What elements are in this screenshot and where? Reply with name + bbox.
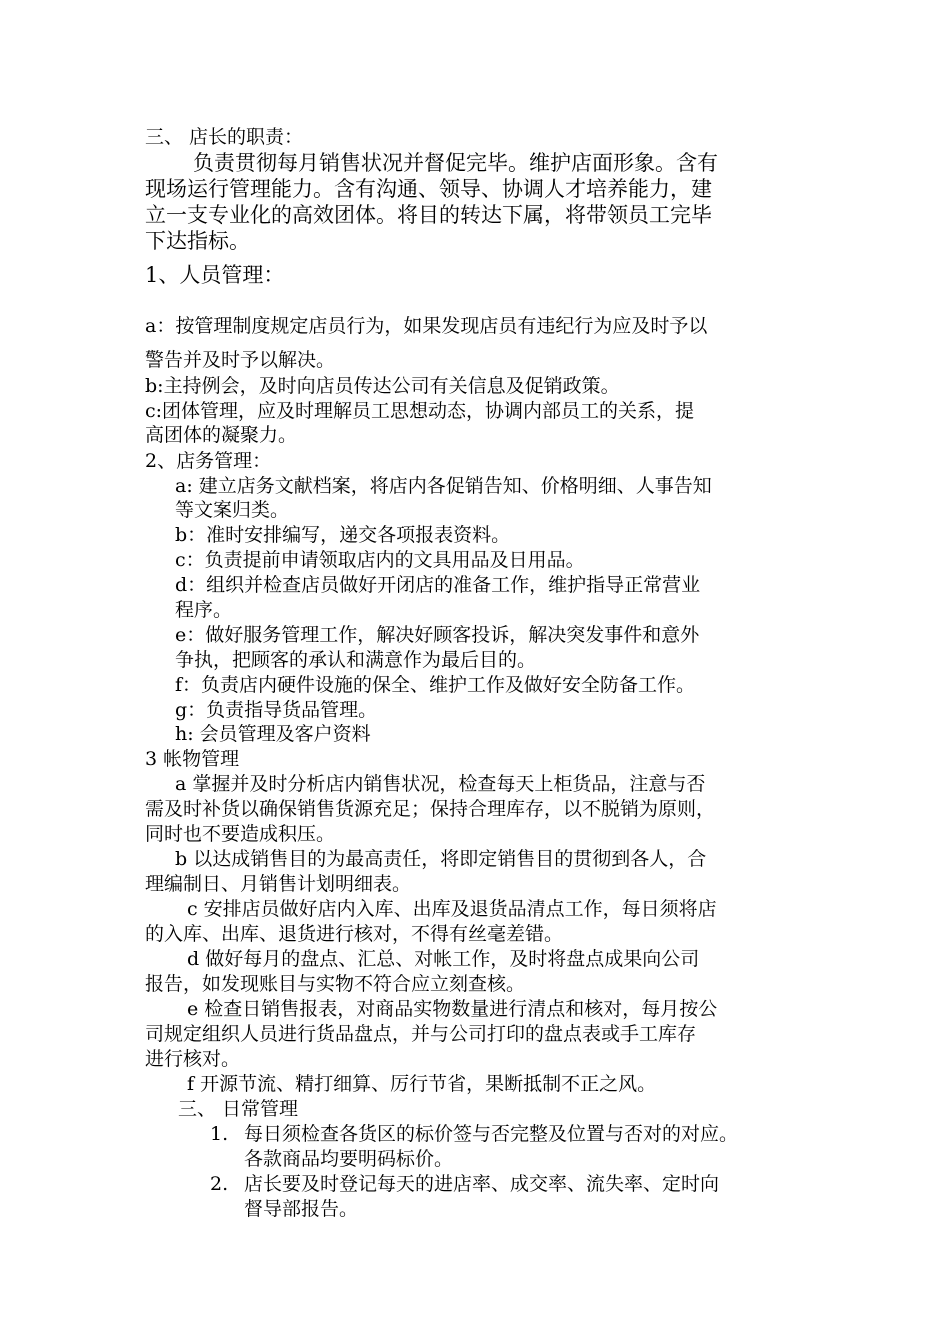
store-item-g: g：负责指导货品管理。 xyxy=(175,699,378,721)
list-number: 1. xyxy=(210,1123,229,1145)
accounts-item-f: f 开源节流、精打细算、厉行节省，果断抵制不正之风。 xyxy=(187,1073,657,1095)
accounts-heading: 3 帐物管理 xyxy=(145,748,240,770)
store-item-d-cont: 程序。 xyxy=(175,599,233,621)
store-item-d: d：组织并检查店员做好开闭店的准备工作，维护指导正常营业 xyxy=(175,574,701,596)
accounts-item-a: a 掌握并及时分析店内销售状况，检查每天上柜货品，注意与否 xyxy=(175,773,706,795)
daily-item-2-cont: 督导部报告。 xyxy=(244,1198,359,1220)
intro-line: 立一支专业化的高效团体。将目的转达下属，将带领员工完毕 xyxy=(145,203,712,227)
store-item-b: b：准时安排编写，递交各项报表资料。 xyxy=(175,524,511,546)
accounts-item-b-cont: 理编制日、月销售计划明细表。 xyxy=(145,873,412,895)
store-item-a: a: 建立店务文献档案，将店内各促销告知、价格明细、人事告知 xyxy=(175,475,712,497)
accounts-item-e-cont: 司规定组织人员进行货品盘点，并与公司打印的盘点表或手工库存 xyxy=(145,1023,697,1045)
personnel-item-a: a：按管理制度规定店员行为，如果发现店员有违纪行为应及时予以 xyxy=(145,315,708,337)
store-item-h: h: 会员管理及客户资料 xyxy=(175,723,371,745)
store-item-f: f：负责店内硬件设施的保全、维护工作及做好安全防备工作。 xyxy=(175,674,696,696)
personnel-item-a-cont: 警告并及时予以解决。 xyxy=(145,349,336,371)
daily-item-1-cont: 各款商品均要明码标价。 xyxy=(244,1148,454,1170)
personnel-item-c-cont: 高团体的凝聚力。 xyxy=(145,424,298,446)
intro-line: 现场运行管理能力。含有沟通、领导、协调人才培养能力，建 xyxy=(145,177,712,201)
personnel-heading: 1、人员管理： xyxy=(145,263,285,287)
store-item-a-cont: 等文案归类。 xyxy=(175,499,290,521)
store-heading: 2、店务管理： xyxy=(145,450,272,472)
accounts-item-c: c 安排店员做好店内入库、出库及退货品清点工作，每日须将店 xyxy=(187,898,717,920)
store-item-c: c：负责提前申请领取店内的文具用品及日用品。 xyxy=(175,549,585,571)
accounts-item-a-cont: 同时也不要造成积压。 xyxy=(145,823,336,845)
daily-item-1 xyxy=(210,1122,738,1146)
accounts-item-b: b 以达成销售目的为最高责任，将即定销售目的贯彻到各人，合 xyxy=(175,848,707,870)
intro-line: 下达指标。 xyxy=(145,229,250,253)
list-text: 店长要及时登记每天的进店率、成交率、流失率、定时向 xyxy=(244,1173,720,1195)
list-number: 2. xyxy=(210,1173,229,1195)
store-item-e: e：做好服务管理工作，解决好顾客投诉，解决突发事件和意外 xyxy=(175,624,700,646)
accounts-item-e: e 检查日销售报表，对商品实物数量进行清点和核对，每月按公 xyxy=(187,998,718,1020)
personnel-item-b: b:主持例会，及时向店员传达公司有关信息及促销政策。 xyxy=(145,375,620,397)
accounts-item-d: d 做好每月的盘点、汇总、对帐工作，及时将盘点成果向公司 xyxy=(187,948,700,970)
section-heading: 三、 店长的职责： xyxy=(145,126,304,148)
daily-item-2 xyxy=(210,1172,719,1196)
daily-heading: 三、 日常管理 xyxy=(178,1098,299,1120)
personnel-item-c: c:团体管理，应及时理解员工思想动态，协调内部员工的关系，提 xyxy=(145,400,695,422)
accounts-item-e-cont: 进行核对。 xyxy=(145,1048,241,1070)
accounts-item-a-cont: 需及时补货以确保销售货源充足；保持合理库存，以不脱销为原则， xyxy=(145,798,716,820)
accounts-item-c-cont: 的入库、出库、退货进行核对，不得有丝毫差错。 xyxy=(145,923,564,945)
store-item-e-cont: 争执，把顾客的承认和满意作为最后目的。 xyxy=(175,649,537,671)
accounts-item-d-cont: 报告，如发现账目与实物不符合应立刻查核。 xyxy=(145,973,526,995)
intro-line: 负责贯彻每月销售状况并督促完毕。维护店面形象。含有 xyxy=(193,151,718,175)
list-text: 每日须检查各货区的标价签与否完整及位置与否对的对应。 xyxy=(244,1123,739,1145)
